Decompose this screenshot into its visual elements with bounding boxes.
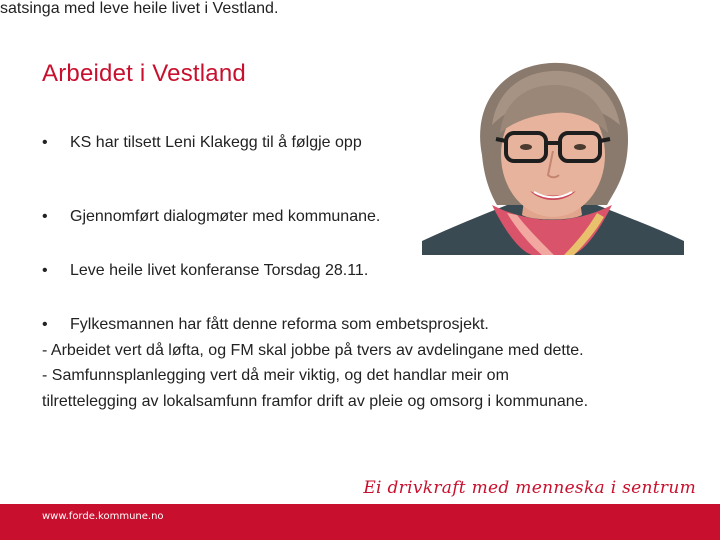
bullet-1-line-2: satsinga med leve heile livet i Vestland. [0, 0, 279, 17]
bullet-dot: • [42, 208, 48, 225]
bullet-1-line-1: KS har tilsett Leni Klakegg til å følgje opp [70, 134, 362, 151]
portrait-icon [422, 55, 684, 255]
paragraph-line-3: - Samfunnsplanlegging vert då meir viktig, og det handlar meir om [42, 367, 509, 384]
bullet-3-text: Leve heile livet konferanse Torsdag 28.11. [70, 262, 369, 279]
paragraph-line-2: - Arbeidet vert då løfta, og FM skal jobbe på tvers av avdelingane med dette. [42, 341, 584, 359]
body-paragraph [42, 312, 682, 414]
slide-title: Arbeidet i Vestland [42, 60, 246, 87]
bullet-dot: • [42, 316, 48, 333]
paragraph-line-1 [42, 312, 682, 338]
portrait-photo [422, 55, 684, 255]
slogan: Ei drivkraft med menneska i sentrum [363, 478, 696, 498]
bullet-2-text: Gjennomført dialogmøter med kommunane. [70, 208, 381, 225]
footer-url[interactable]: www.forde.kommune.no [42, 511, 164, 522]
paragraph-line-1-text: Fylkesmannen har fått denne reforma som embetsprosjekt. [70, 316, 489, 333]
footer-bar [0, 504, 720, 540]
paragraph-line-4: tilrettelegging av lokalsamfunn framfor drift av pleie og omsorg i kommunane. [42, 392, 589, 410]
bullet-dot: • [42, 262, 48, 279]
bullet-dot: • [42, 134, 48, 151]
